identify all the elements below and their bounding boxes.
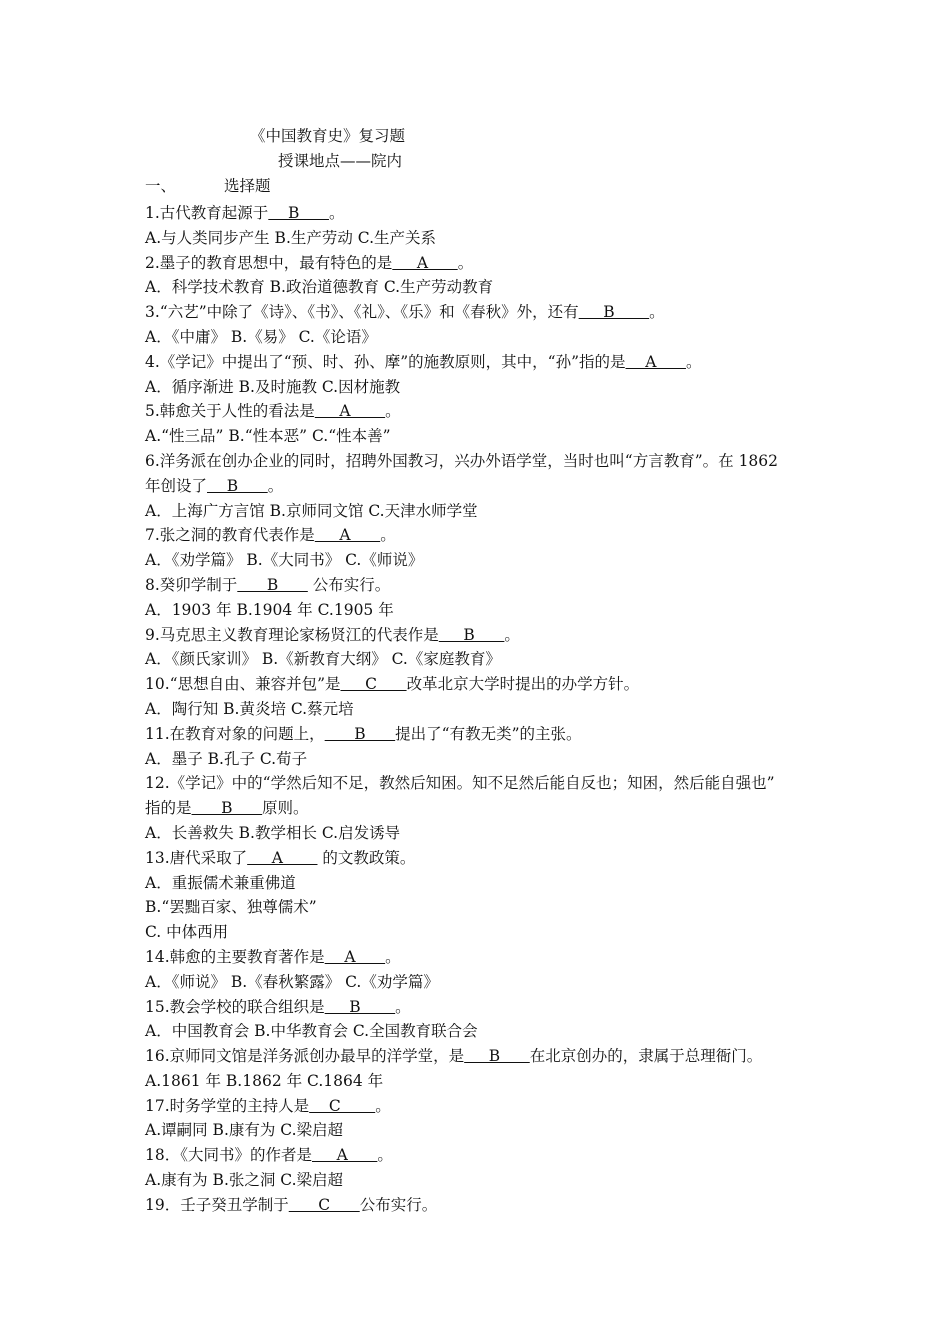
text-line (145, 399, 825, 424)
section-label: 选择题 (224, 177, 271, 195)
line-text: 9.马克思主义教育理论家杨贤江的代表作是 (145, 625, 439, 644)
line-text: 2.墨子的教育思想中，最有特色的是 (145, 253, 393, 272)
section-heading (145, 176, 271, 196)
line-text-after: 提出了“有教无类”的主张。 (395, 724, 582, 743)
line-text: A．《劝学篇》 B.《大同书》 C.《师说》 (145, 551, 424, 570)
line-text-after: 公布实行。 (359, 1195, 438, 1214)
text-line (145, 920, 825, 945)
line-text: A.与人类同步产生 B.生产劳动 C.生产关系 (145, 228, 437, 247)
line-text: A．循序渐进 B.及时施教 C.因材施教 (145, 377, 401, 396)
text-line (145, 771, 825, 796)
text-line (145, 995, 825, 1020)
answer-blank: B (438, 625, 505, 644)
text-line (145, 548, 825, 573)
line-text-after: 。 (328, 204, 345, 222)
line-text-after: 。 (267, 476, 284, 495)
answer-blank: B (578, 303, 650, 322)
text-line (145, 573, 825, 598)
line-text: 19．壬子癸丑学制于 (145, 1195, 289, 1214)
text-line (145, 350, 825, 375)
line-text: 3.“六艺”中除了《诗》、《书》、《礼》、《乐》和《春秋》外，还有 (145, 303, 579, 322)
text-line (145, 424, 825, 449)
line-text: A．《颜氏家训》 B.《新教育大纲》 C.《家庭教育》 (145, 650, 501, 669)
answer-blank: B (268, 204, 329, 222)
line-text: 5.韩愈关于人性的看法是 (145, 402, 315, 421)
line-text-after: 。 (380, 526, 396, 545)
line-text: 17.时务学堂的主持人是 (145, 1096, 310, 1115)
line-text: A.1861 年 B.1862 年 C.1864 年 (145, 1071, 384, 1090)
line-text-after: 公布实行。 (307, 575, 391, 594)
line-text-after: 改革北京大学时提出的办学方针。 (406, 675, 640, 694)
line-text: A.康有为 B.张之洞 C.梁启超 (145, 1171, 344, 1190)
text-line (145, 1168, 825, 1193)
text-line (145, 499, 825, 524)
line-text: A.“性三品” B.“性本恶” C.“性本善” (145, 427, 391, 446)
document-title: 《中国教育史》复习题 (250, 127, 406, 145)
line-text: A．《中庸》 B.《易》 C.《论语》 (145, 327, 377, 346)
section-number: 一、 (145, 177, 177, 195)
text-line (145, 1193, 825, 1218)
text-line (145, 1044, 825, 1069)
text-line (145, 598, 825, 623)
line-text: A．《师说》 B.《春秋繁露》 C.《劝学篇》 (145, 972, 439, 991)
text-line (145, 474, 825, 499)
answer-blank: A (324, 947, 386, 966)
line-text: A.谭嗣同 B.康有为 C.梁启超 (145, 1121, 344, 1140)
line-text-after: 。 (395, 997, 411, 1016)
answer-blank: B (191, 799, 263, 818)
line-text-after: 的文教政策。 (317, 848, 416, 867)
line-text-after: 。 (457, 253, 474, 272)
answer-blank: C (340, 675, 407, 694)
line-text: A．陶行知 B.黄炎培 C.蔡元培 (145, 699, 354, 718)
line-text: 8.癸卯学制于 (145, 575, 238, 594)
line-text-after: 。 (377, 1146, 393, 1165)
line-text: 年创设了 (145, 476, 208, 495)
line-text: 10.“思想自由、兼容并包”是 (145, 675, 341, 694)
text-line (145, 1094, 825, 1119)
text-line (145, 895, 825, 920)
answer-blank: B (207, 476, 268, 495)
line-text: C. 中体西用 (145, 923, 229, 942)
line-text: 6.洋务派在创办企业的同时，招聘外国教习，兴办外语学堂，当时也叫“方言教育”。在 1862 (145, 451, 779, 470)
line-text: 15.教会学校的联合组织是 (145, 997, 325, 1016)
text-line (145, 647, 825, 672)
document-subtitle: 授课地点——院内 (278, 152, 403, 170)
text-line (145, 375, 825, 400)
text-line (145, 672, 825, 697)
text-line (145, 1019, 825, 1044)
line-text: 13.唐代采取了 (145, 848, 248, 867)
line-text: 指的是 (145, 799, 192, 818)
line-text: 11.在教育对象的问题上， (145, 724, 325, 743)
answer-blank: B (464, 1047, 530, 1066)
text-line (145, 226, 825, 251)
line-text: B.“罢黜百家、独尊儒术” (145, 898, 317, 917)
line-text: 1.古代教育起源于 (145, 204, 269, 222)
text-line (145, 1118, 825, 1143)
line-text-after: 。 (375, 1096, 391, 1115)
line-text: 4.《学记》中提出了“预、时、孙、摩”的施教原则，其中，“孙”指的是 (145, 352, 626, 371)
line-text-after: 原则。 (262, 799, 309, 818)
line-text-after: 。 (685, 352, 702, 371)
answer-blank: C (309, 1096, 376, 1115)
question-list (145, 201, 825, 1218)
text-line (145, 846, 825, 871)
line-text: 12.《学记》中的“学然后知不足，教然后知困。知不足然后能自反也；知困，然后能自强也” (145, 774, 775, 793)
answer-blank: C (288, 1195, 360, 1214)
line-text: 16.京师同文馆是洋务派创办最早的洋学堂，是 (145, 1047, 465, 1066)
answer-blank: B (324, 997, 396, 1016)
line-text: A．中国教育会 B.中华教育会 C.全国教育联合会 (145, 1022, 478, 1041)
line-text: A．长善救失 B.教学相长 C.启发诱导 (145, 823, 401, 842)
text-line (145, 1069, 825, 1094)
text-line (145, 796, 825, 821)
line-text-after: 。 (504, 625, 520, 644)
line-text: A．墨子 B.孔子 C.荀子 (145, 749, 308, 768)
line-text: A．1903 年 B.1904 年 C.1905 年 (145, 600, 394, 619)
line-text: 7.张之洞的教育代表作是 (145, 526, 315, 545)
answer-blank: B (237, 575, 308, 594)
text-line (145, 945, 825, 970)
text-line (145, 623, 825, 648)
line-text: 14.韩愈的主要教育著作是 (145, 947, 325, 966)
line-text: A．科学技术教育 B.政治道德教育 C.生产劳动教育 (145, 278, 494, 297)
text-line (145, 201, 825, 226)
text-line (145, 275, 825, 300)
line-text: A．重振儒术兼重佛道 (145, 873, 296, 892)
line-text-after: 。 (385, 947, 401, 966)
answer-blank: A (314, 402, 386, 421)
text-line (145, 970, 825, 995)
answer-blank: A (247, 848, 318, 867)
line-text-after: 在北京创办的，隶属于总理衙门。 (529, 1047, 763, 1066)
text-line (145, 251, 825, 276)
text-line (145, 722, 825, 747)
answer-blank: A (314, 526, 381, 545)
line-text-after: 。 (649, 303, 665, 322)
text-line (145, 300, 825, 325)
answer-blank: B (324, 724, 396, 743)
text-line (145, 449, 825, 474)
answer-blank: A (311, 1146, 378, 1165)
line-text: 18．《大同书》的作者是 (145, 1146, 312, 1165)
answer-blank: A (392, 253, 458, 272)
text-line (145, 747, 825, 772)
line-text: A．上海广方言馆 B.京师同文馆 C.天津水师学堂 (145, 501, 478, 520)
text-line (145, 1143, 825, 1168)
text-line (145, 325, 825, 350)
text-line (145, 697, 825, 722)
text-line (145, 523, 825, 548)
answer-blank: A (625, 352, 686, 371)
line-text-after: 。 (385, 402, 401, 421)
text-line (145, 821, 825, 846)
text-line (145, 871, 825, 896)
